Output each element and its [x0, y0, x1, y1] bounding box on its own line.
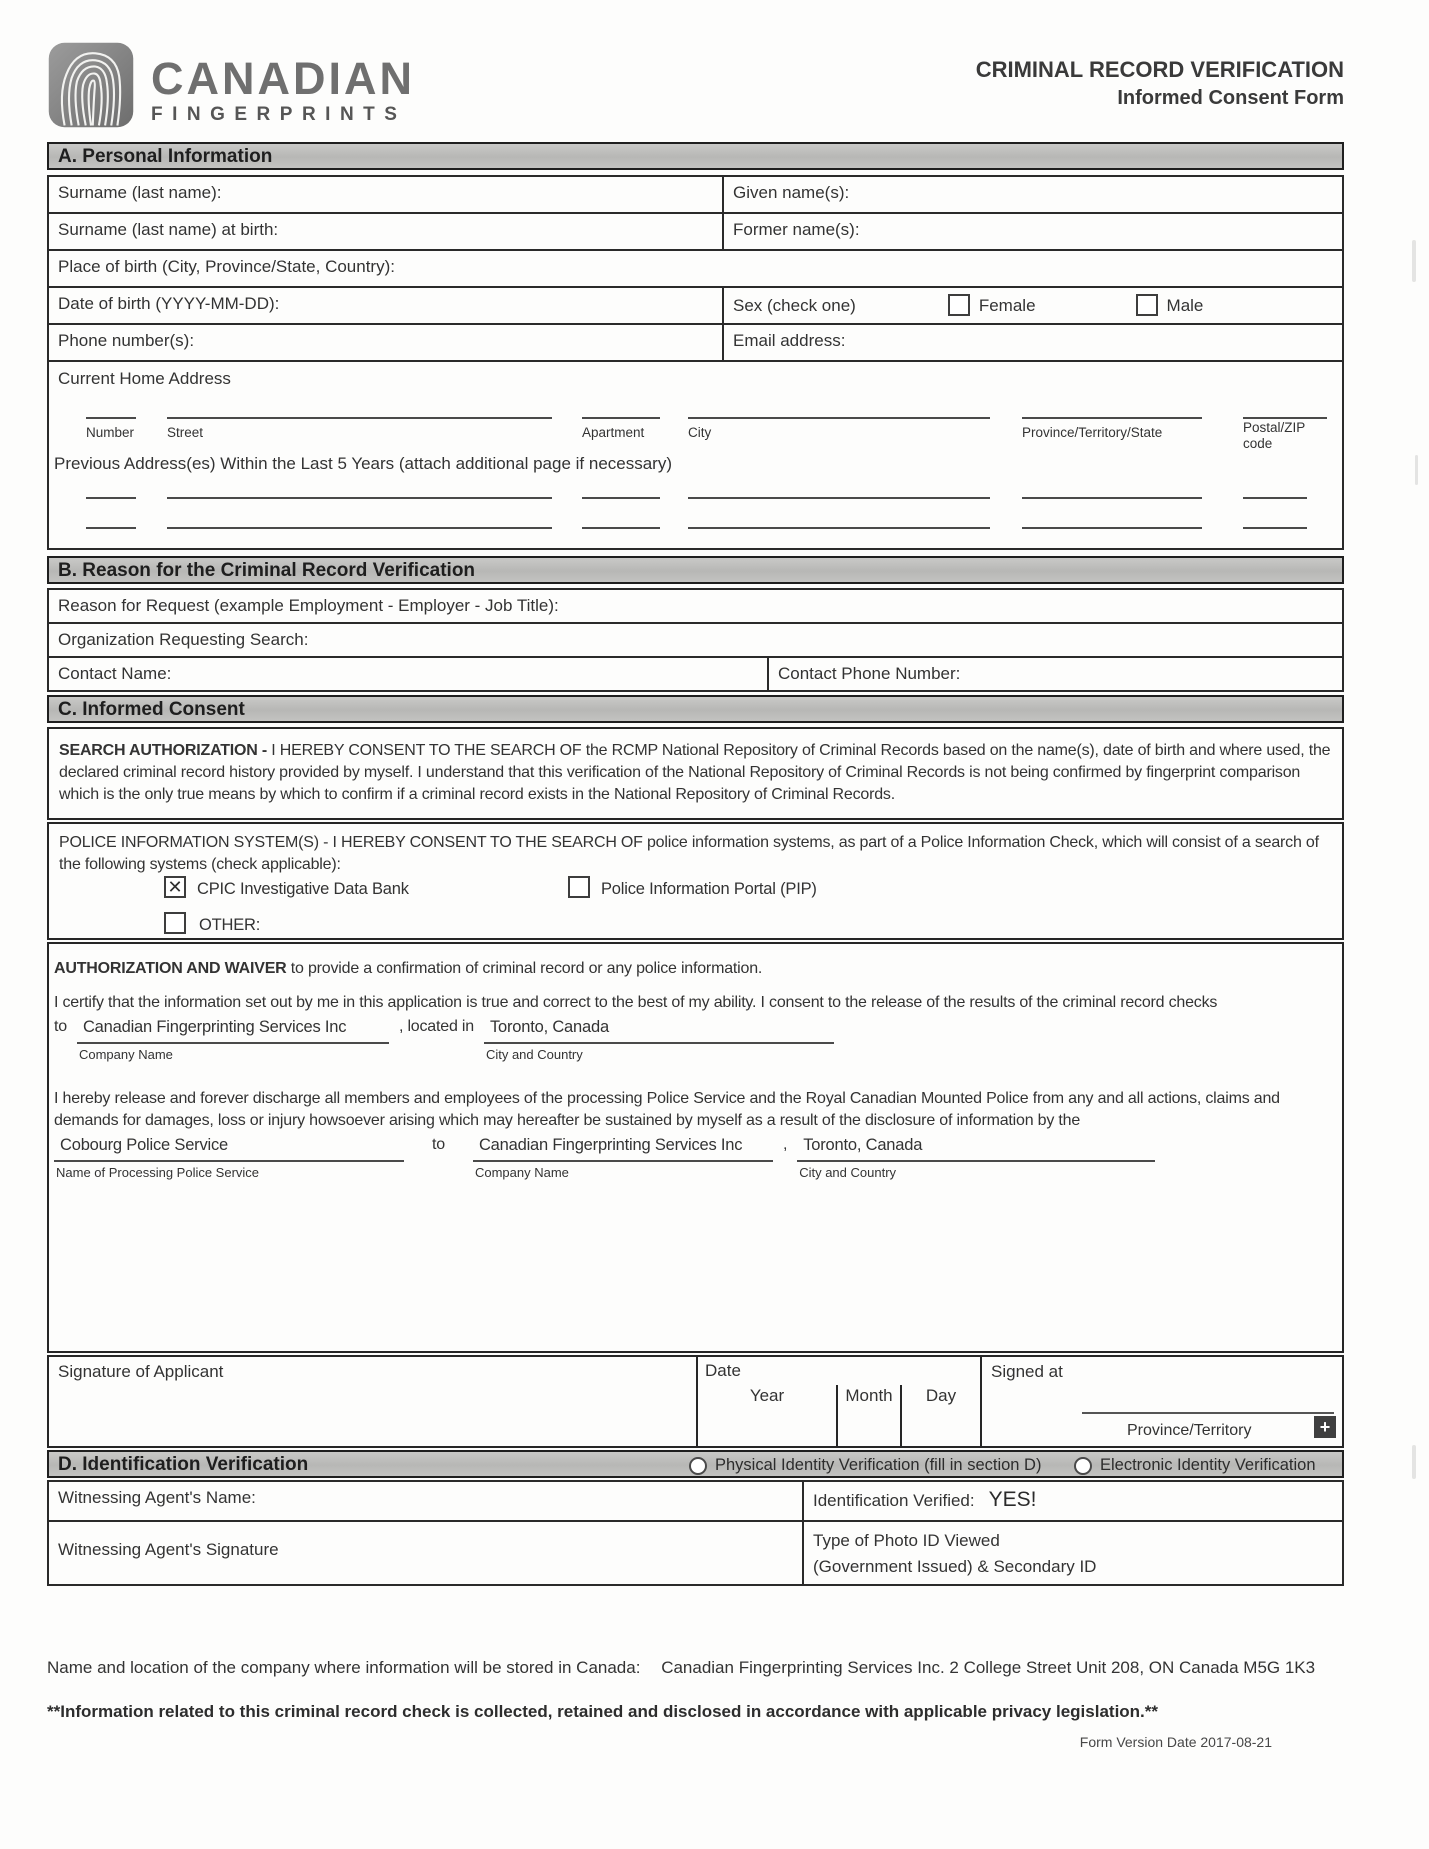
- male-label: Male: [1166, 295, 1204, 315]
- section-b-table: [47, 588, 1344, 692]
- number-column-label: Number: [86, 425, 135, 440]
- section-d-header: [47, 1450, 1344, 1478]
- authorization-waiver-box: [47, 942, 1344, 1353]
- year-field[interactable]: Year: [698, 1385, 838, 1446]
- located-in-word: , located in: [398, 1018, 474, 1036]
- city-column-label: City: [688, 425, 712, 440]
- province-territory-label: Province/Territory: [1127, 1422, 1252, 1439]
- witness-signature-field[interactable]: Witnessing Agent's Signature: [49, 1522, 804, 1584]
- to-word: to: [54, 1018, 67, 1036]
- table-row: [49, 325, 1342, 362]
- female-label: Female: [978, 295, 1036, 315]
- postal-column-label: Postal/ZIP code: [1243, 420, 1306, 451]
- prev-address-postal-line[interactable]: [1243, 497, 1307, 499]
- search-authorization-text: I HEREBY CONSENT TO THE SEARCH OF the RCMP National Repository of Criminal Records based on the name(s), date of birth and where used, the declared criminal record history provided by myself. I understand that this verification of the National Repository of Criminal Records is not being confirmed by fingerprint comparison which is the only true means by which to confirm if a criminal record exists in the National Repository of Criminal Records.: [59, 742, 1331, 804]
- female-checkbox[interactable]: [948, 294, 970, 316]
- storage-location-value: Canadian Fingerprinting Services Inc. 2 College Street Unit 208, ON Canada M5G 1K3: [661, 1658, 1316, 1677]
- privacy-note: **Information related to this criminal record check is collected, retained and disclosed in accordance with applicable privacy legislation.**: [47, 1702, 1159, 1721]
- police-systems-intro: POLICE INFORMATION SYSTEM(S) - I HEREBY CONSENT TO THE SEARCH OF police information systems, as part of a Police Information Check, which will consist of a search of the following systems (check applicable):: [59, 834, 1319, 874]
- company-logo: [47, 40, 415, 142]
- address-province-line[interactable]: [1022, 417, 1202, 419]
- reason-field[interactable]: Reason for Request (example Employment - Employer - Job Title):: [58, 596, 559, 615]
- photo-id-line1: Type of Photo ID Viewed: [813, 1531, 1000, 1550]
- prev-address-apartment-line[interactable]: [582, 497, 660, 499]
- physical-verification-radio[interactable]: [689, 1457, 707, 1475]
- waiver-heading-line: [54, 958, 1337, 980]
- company-name-caption: Company Name: [474, 1164, 569, 1180]
- table-row: [49, 624, 1342, 658]
- surname-at-birth-field[interactable]: Surname (last name) at birth:: [49, 214, 724, 249]
- prev-address-number-line[interactable]: [86, 527, 136, 529]
- table-row: [49, 214, 1342, 251]
- search-authorization-box: [47, 727, 1344, 820]
- section-c-header: C. Informed Consent: [47, 695, 1344, 723]
- address-postal-line[interactable]: [1243, 417, 1327, 419]
- id-verified-label: Identification Verified:: [813, 1491, 975, 1510]
- prev-address-province-line[interactable]: [1022, 527, 1202, 529]
- storage-location-line: [47, 1658, 1344, 1678]
- apartment-column-label: Apartment: [582, 425, 645, 440]
- section-d-title: D. Identification Verification: [58, 1454, 309, 1475]
- city-country-caption: City and Country: [485, 1046, 583, 1062]
- former-names-field[interactable]: Former name(s):: [733, 220, 860, 239]
- city-country-value: Toronto, Canada: [484, 1016, 834, 1044]
- consent-form: [47, 40, 1344, 1750]
- company-name-value: Canadian Fingerprinting Services Inc: [77, 1016, 389, 1044]
- police-systems-box: [47, 822, 1344, 940]
- police-service-caption: Name of Processing Police Service: [56, 1164, 260, 1180]
- id-verified-value: YES!: [988, 1488, 1037, 1511]
- prev-address-number-line[interactable]: [86, 497, 136, 499]
- signed-at-line[interactable]: [1082, 1412, 1334, 1414]
- form-version: Form Version Date 2017-08-21: [1079, 1734, 1272, 1750]
- current-address-label: Current Home Address: [58, 369, 231, 388]
- city-country-value: Toronto, Canada: [797, 1134, 1155, 1162]
- police-service-value: Cobourg Police Service: [54, 1134, 404, 1162]
- release-fill-line: [54, 1134, 1337, 1182]
- company-name-caption: Company Name: [78, 1046, 173, 1062]
- city-country-fill[interactable]: [484, 1016, 834, 1064]
- prev-address-postal-line[interactable]: [1243, 527, 1307, 529]
- form-title-block: [976, 40, 1344, 142]
- logo-line2: FINGERPRINTS: [151, 104, 407, 125]
- date-of-birth-field[interactable]: Date of birth (YYYY-MM-DD):: [49, 288, 724, 323]
- section-b-header: B. Reason for the Criminal Record Verification: [47, 556, 1344, 584]
- month-field[interactable]: Month: [838, 1385, 902, 1446]
- section-a-table: [47, 175, 1344, 550]
- day-field[interactable]: Day: [925, 1386, 957, 1405]
- section-d-table: [47, 1480, 1344, 1586]
- table-row: [49, 658, 1342, 690]
- organization-field[interactable]: Organization Requesting Search:: [58, 630, 309, 649]
- cpic-checkbox[interactable]: ✕: [164, 876, 186, 898]
- cpic-label: CPIC Investigative Data Bank: [197, 880, 409, 898]
- logo-text: [151, 40, 415, 126]
- city-country-fill[interactable]: [797, 1134, 1155, 1182]
- address-block: [49, 362, 1342, 548]
- electronic-verification-radio[interactable]: [1074, 1457, 1092, 1475]
- other-label: OTHER:: [199, 916, 261, 934]
- comma-separator: ,: [782, 1136, 788, 1154]
- given-names-field[interactable]: Given name(s):: [733, 183, 850, 202]
- signature-row: [47, 1355, 1344, 1448]
- table-row: [49, 590, 1342, 624]
- police-service-fill[interactable]: [54, 1134, 404, 1182]
- storage-location-label: Name and location of the company where information will be stored in Canada:: [47, 1658, 641, 1677]
- company-name-value: Canadian Fingerprinting Services Inc: [473, 1134, 773, 1162]
- form-title-line1: CRIMINAL RECORD VERIFICATION: [975, 57, 1344, 82]
- address-number-line[interactable]: [86, 417, 136, 419]
- search-authorization-lead: SEARCH AUTHORIZATION -: [59, 742, 268, 759]
- prev-address-city-line[interactable]: [688, 527, 990, 529]
- id-verified-cell: [804, 1482, 1342, 1520]
- prev-address-apartment-line[interactable]: [582, 527, 660, 529]
- fingerprint-icon: [47, 40, 135, 130]
- signed-at-label: Signed at: [991, 1362, 1063, 1381]
- certify-paragraph: I certify that the information set out by me in this application is true and correct to the best of my ability. I consent to the release of the results of the criminal record checks: [54, 994, 1218, 1012]
- place-of-birth-field[interactable]: Place of birth (City, Province/State, Country):: [58, 257, 395, 276]
- address-city-line[interactable]: [688, 417, 990, 419]
- pip-label: Police Information Portal (PIP): [601, 880, 817, 898]
- contact-name-field[interactable]: Contact Name:: [49, 658, 769, 690]
- physical-verification-label: Physical Identity Verification (fill in section D): [715, 1456, 1042, 1474]
- photo-id-cell: [804, 1522, 1342, 1584]
- physical-verification-option: [689, 1456, 1041, 1475]
- contact-phone-field[interactable]: Contact Phone Number:: [778, 664, 961, 683]
- sex-field: [724, 288, 1342, 323]
- release-paragraph: I hereby release and forever discharge all members and employees of the processing Police Service and the Royal Canadian Mounted Police from any and all actions, claims and demands for damages, loss or injury howsoever arising which may hereafter be sustained by myself as a result of the disclosure of information by the: [54, 1089, 1280, 1129]
- prev-address-street-line[interactable]: [167, 527, 552, 529]
- province-column-label: Province/Territory/State: [1022, 425, 1163, 440]
- signed-at-cell: [982, 1357, 1342, 1446]
- prev-address-city-line[interactable]: [688, 497, 990, 499]
- address-apartment-line[interactable]: [582, 417, 660, 419]
- email-field[interactable]: Email address:: [733, 331, 846, 350]
- applicant-signature-field[interactable]: Signature of Applicant: [49, 1357, 698, 1446]
- phone-field[interactable]: Phone number(s):: [49, 325, 724, 360]
- prev-address-province-line[interactable]: [1022, 497, 1202, 499]
- table-row: [49, 1482, 1342, 1522]
- male-checkbox[interactable]: [1136, 294, 1158, 316]
- form-title-line2: Informed Consent Form: [1117, 86, 1344, 109]
- scan-artifact: [1412, 1445, 1416, 1479]
- table-row: [49, 177, 1342, 214]
- sex-label: Sex (check one): [733, 295, 856, 315]
- city-country-caption: City and Country: [799, 1164, 897, 1180]
- pip-checkbox[interactable]: [568, 876, 590, 898]
- waiver-body: to provide a confirmation of criminal record or any police information.: [286, 960, 763, 977]
- date-label: Date: [705, 1361, 741, 1380]
- photo-id-line2: (Government Issued) & Secondary ID: [813, 1556, 1097, 1576]
- date-cell: [698, 1357, 982, 1446]
- form-header: [47, 40, 1344, 142]
- plus-button[interactable]: +: [1314, 1416, 1336, 1438]
- table-row: [49, 251, 1342, 288]
- table-row: [49, 288, 1342, 325]
- to-word: to: [432, 1136, 445, 1154]
- company-name-fill[interactable]: [77, 1016, 389, 1064]
- surname-field[interactable]: Surname (last name):: [49, 177, 724, 212]
- logo-line1: CANADIAN: [151, 53, 415, 104]
- prev-address-street-line[interactable]: [167, 497, 552, 499]
- witness-name-field[interactable]: Witnessing Agent's Name:: [49, 1482, 804, 1520]
- company-name-fill[interactable]: [473, 1134, 773, 1182]
- waiver-lead: AUTHORIZATION AND WAIVER: [54, 960, 287, 977]
- address-street-line[interactable]: [167, 417, 552, 419]
- scan-artifact: [1415, 455, 1418, 485]
- other-checkbox[interactable]: [164, 912, 186, 934]
- electronic-verification-option: [1074, 1456, 1316, 1475]
- date-columns: [698, 1385, 980, 1446]
- certify-fill-line: [54, 1016, 1337, 1064]
- previous-address-label: Previous Address(es) Within the Last 5 Years (attach additional page if necessary): [54, 454, 673, 473]
- electronic-verification-label: Electronic Identity Verification: [1100, 1456, 1316, 1474]
- table-row: [49, 1522, 1342, 1584]
- section-a-header: A. Personal Information: [47, 142, 1344, 170]
- scan-artifact: [1412, 240, 1416, 282]
- street-column-label: Street: [167, 425, 204, 440]
